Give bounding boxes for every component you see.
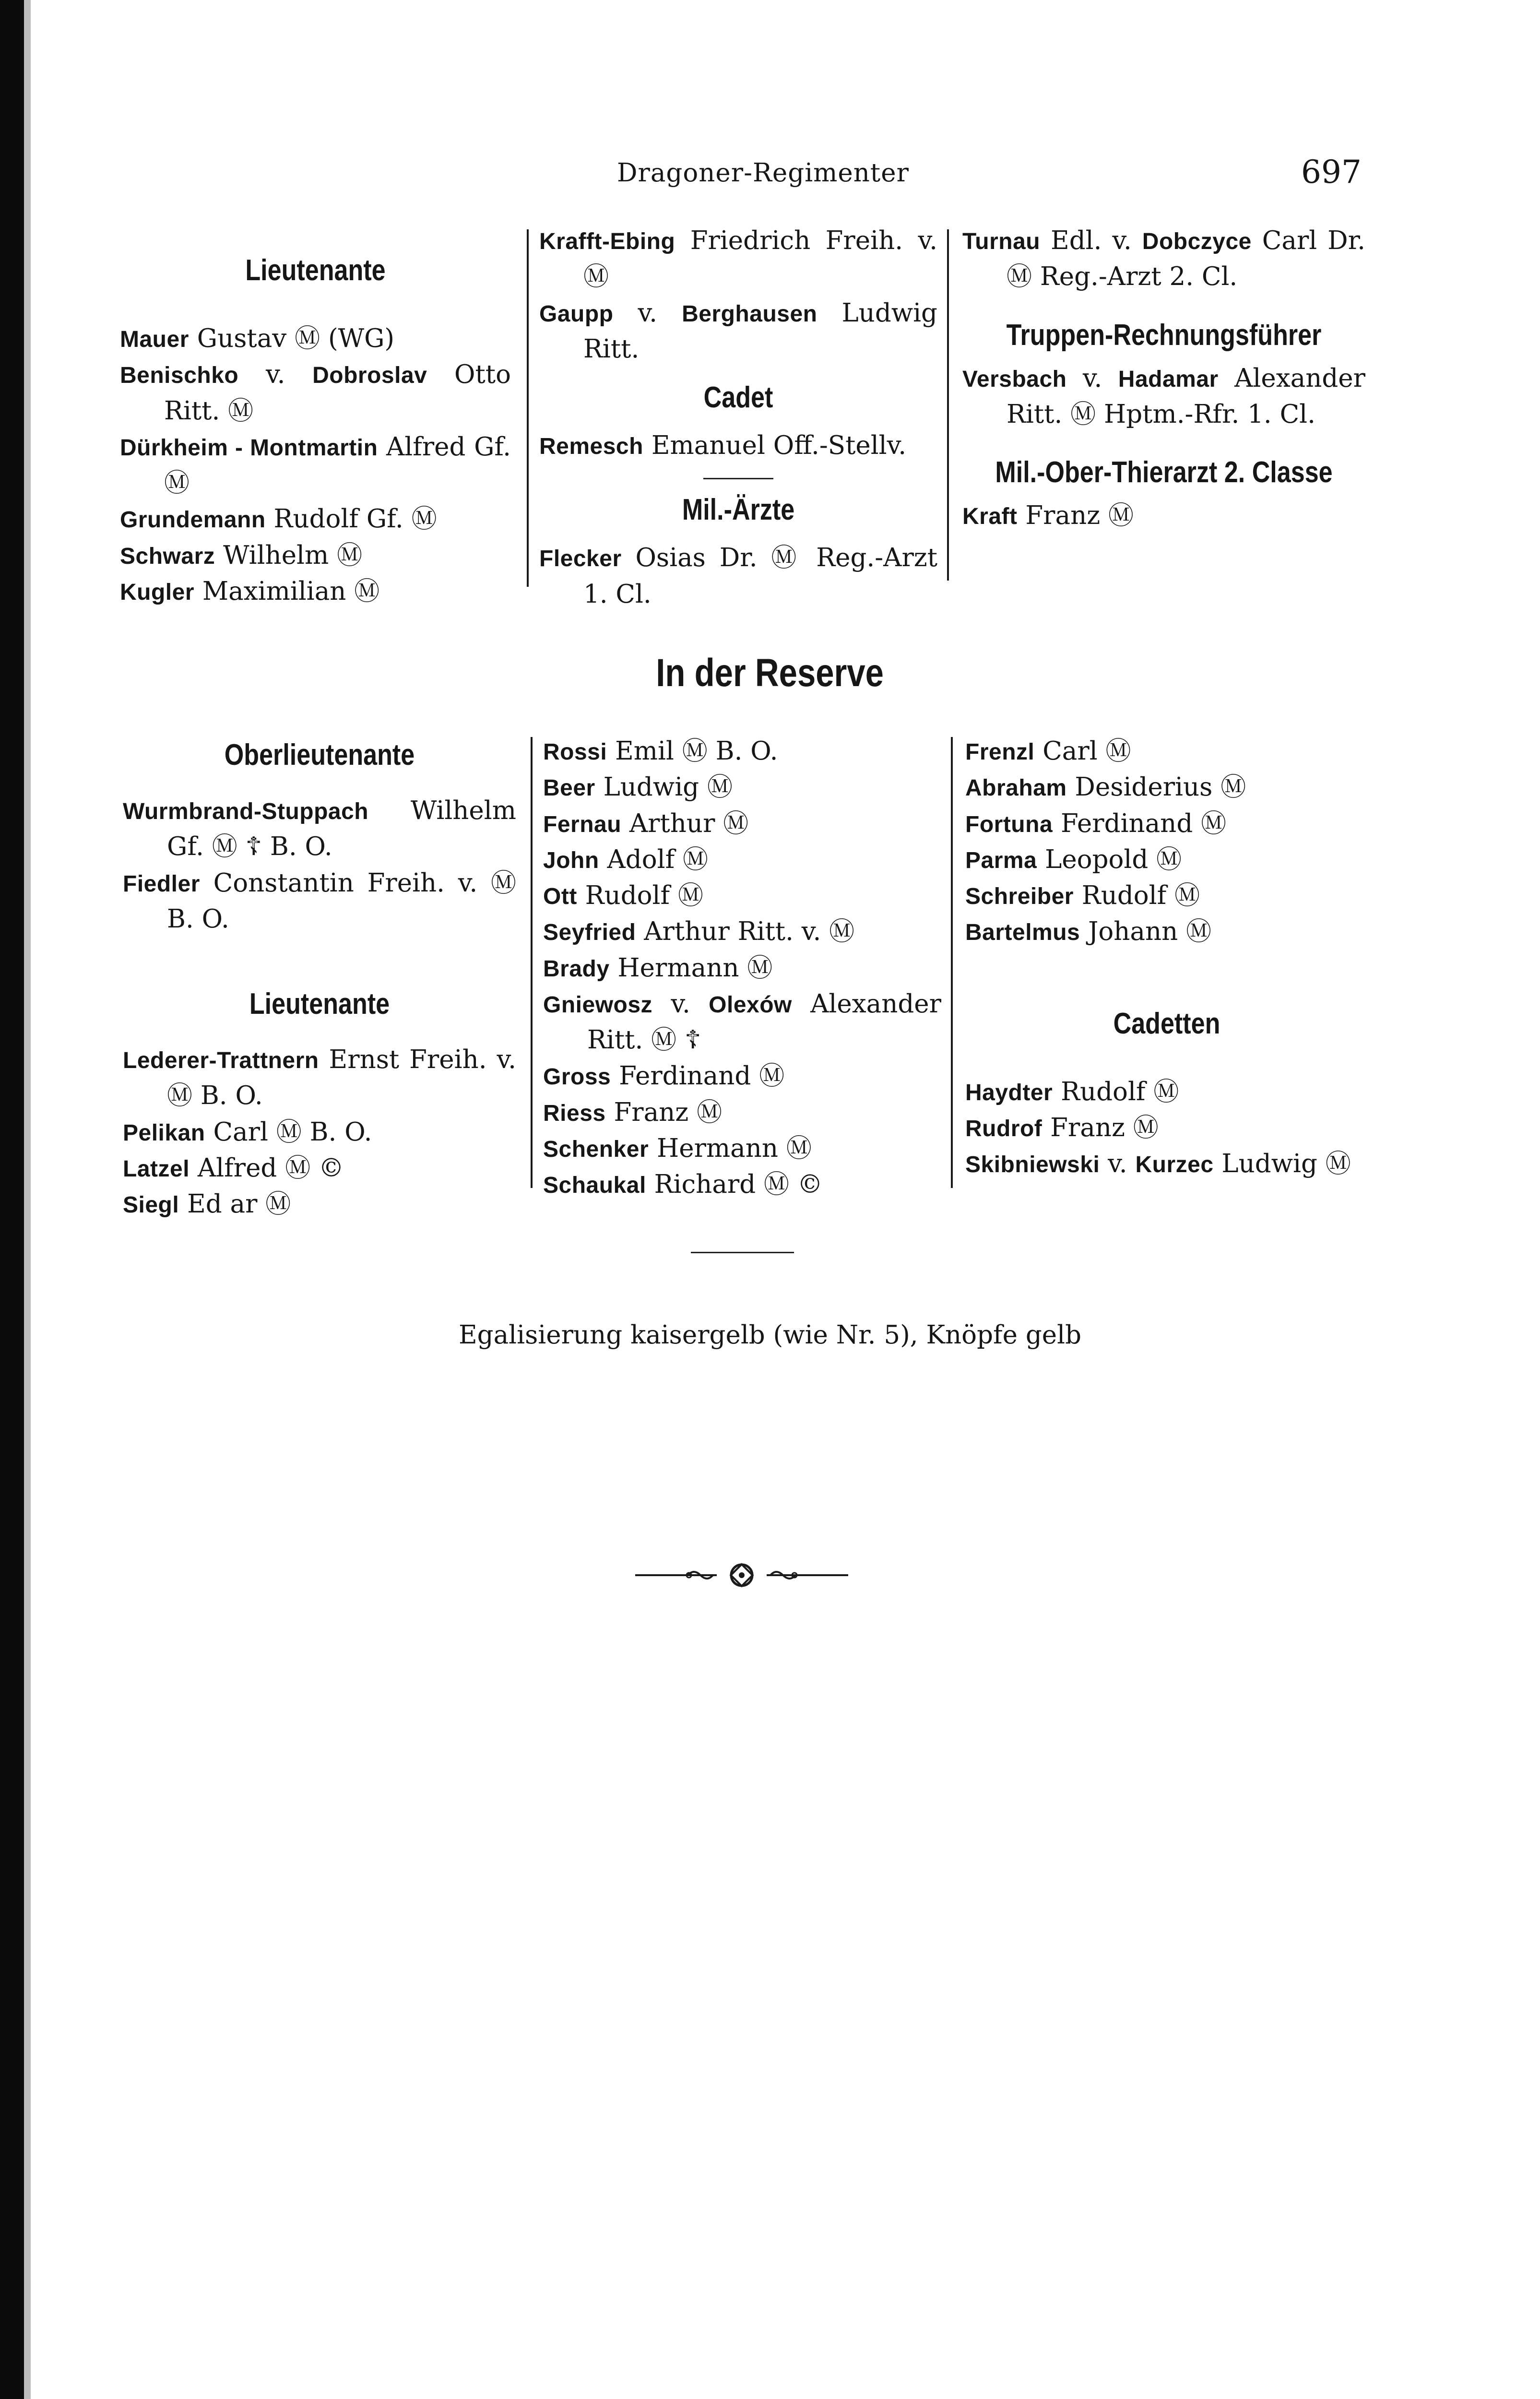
surname-part: Dobczyce — [1142, 229, 1252, 254]
scan-left-shadow — [24, 0, 31, 2399]
given-names: v. — [638, 298, 682, 328]
list-item — [120, 429, 511, 501]
surname: Skibniewski — [965, 1152, 1100, 1178]
given-names: Arthur Ⓜ — [629, 808, 749, 838]
list-item — [543, 1166, 941, 1202]
given-names: Alfred Ⓜ © — [197, 1153, 344, 1183]
surname: Wurmbrand-Stuppach — [123, 799, 369, 825]
list-item — [543, 950, 941, 986]
list-item — [539, 295, 937, 368]
surname: Remesch — [539, 434, 643, 460]
surname: Fortuna — [965, 811, 1053, 837]
list-item — [123, 865, 516, 938]
surname: Gaupp — [539, 301, 614, 327]
given-names: Rudolf Ⓜ — [585, 881, 703, 910]
surname: Rudrof — [965, 1116, 1042, 1141]
given-names: Alfred Gf. Ⓜ — [164, 432, 511, 498]
column-divider — [951, 737, 953, 1188]
page-number: 697 — [1301, 154, 1362, 190]
surname: Mauer — [120, 327, 189, 353]
list-item — [539, 428, 937, 463]
surname: Bartelmus — [965, 920, 1080, 946]
given-names: Carl Ⓜ B. O. — [213, 1117, 372, 1147]
surname: Lederer-Trattnern — [123, 1048, 319, 1074]
surname: Latzel — [123, 1156, 190, 1182]
reserve-column-3 — [965, 733, 1368, 1182]
section-heading: Lieutenante — [249, 987, 390, 1021]
given-names-cont: Otto Ritt. Ⓜ — [164, 360, 511, 426]
given-names: Franz Ⓜ — [614, 1097, 723, 1127]
given-names: Johann Ⓜ — [1088, 917, 1212, 947]
given-names: Leopold Ⓜ — [1045, 844, 1182, 874]
given-names: Rudolf Gf. Ⓜ — [273, 504, 437, 534]
ornament-divider — [635, 1561, 848, 1590]
list-item — [962, 498, 1365, 534]
list-item — [962, 360, 1365, 433]
list-item — [120, 573, 511, 609]
surname-part: Kurzec — [1135, 1152, 1214, 1178]
surname: Riess — [543, 1100, 606, 1126]
section-heading: Oberlieutenante — [224, 738, 415, 772]
given-names: v. — [671, 989, 709, 1019]
column-divider — [531, 737, 533, 1188]
list-item — [965, 842, 1368, 878]
list-item — [965, 769, 1368, 805]
list-item — [123, 1186, 516, 1222]
given-names: Franz Ⓜ — [1050, 1113, 1159, 1142]
active-column-3 — [962, 223, 1365, 534]
list-item — [123, 1114, 516, 1150]
surname: Grundemann — [120, 507, 266, 533]
given-names: Hermann Ⓜ — [656, 1133, 812, 1163]
list-item — [965, 914, 1368, 950]
surname-part: Hadamar — [1118, 366, 1219, 392]
given-names: Ludwig Ⓜ — [603, 772, 733, 802]
list-item — [120, 356, 511, 429]
given-names: Hermann Ⓜ — [617, 953, 773, 983]
given-names: Adolf Ⓜ — [607, 844, 709, 874]
list-item — [965, 1074, 1368, 1110]
given-names: Ernst Freih. v. Ⓜ B. O. — [167, 1045, 516, 1111]
surname: Frenzl — [965, 739, 1035, 765]
surname: Parma — [965, 847, 1037, 873]
surname: Dürkheim - Montmartin — [120, 435, 378, 461]
surname: Gniewosz — [543, 992, 653, 1018]
given-names: Ferdinand Ⓜ — [619, 1061, 785, 1091]
section-heading: Lieutenante — [245, 254, 386, 287]
given-names: Rudolf Ⓜ — [1061, 1077, 1179, 1106]
given-names: Edl. v. — [1051, 226, 1142, 255]
given-names-cont: Alexander Ritt. Ⓜ Hptm.-Rfr. 1. Cl. — [1007, 363, 1365, 429]
column-divider — [527, 229, 529, 587]
section-heading: Mil.-Ärzte — [682, 493, 795, 527]
given-names: Gustav Ⓜ (WG) — [197, 324, 395, 354]
given-names: Franz Ⓜ — [1025, 501, 1134, 531]
reserve-title: In der Reserve — [656, 651, 884, 695]
surname: Rossi — [543, 739, 607, 765]
list-item — [123, 1042, 516, 1114]
given-names: Friedrich Freih. v. Ⓜ — [583, 226, 937, 292]
surname: Gross — [543, 1064, 611, 1090]
surname: Seyfried — [543, 920, 636, 946]
list-item — [543, 769, 941, 805]
given-names: Rudolf Ⓜ — [1081, 881, 1200, 910]
list-item — [962, 223, 1365, 295]
surname: Kraft — [962, 504, 1018, 530]
short-rule — [703, 478, 773, 479]
given-names-cont: Alexander Ritt. Ⓜ ☦ — [587, 989, 941, 1055]
active-column-1 — [120, 249, 511, 609]
given-names: v. — [1082, 363, 1118, 393]
footer-note: Egalisierung kaisergelb (wie Nr. 5), Knöpfe gelb — [458, 1320, 1082, 1350]
list-item — [543, 1130, 941, 1166]
list-item — [543, 1058, 941, 1094]
surname: Schaukal — [543, 1173, 646, 1198]
surname: Ott — [543, 884, 577, 909]
given-names-cont: Ludwig Ⓜ — [1213, 1149, 1351, 1179]
surname: Benischko — [120, 363, 239, 389]
column-divider — [947, 229, 949, 581]
surname: Haydter — [965, 1080, 1053, 1105]
given-names: Desiderius Ⓜ — [1075, 772, 1246, 802]
surname: Schwarz — [120, 543, 215, 569]
surname: Flecker — [539, 546, 622, 572]
section-heading: Mil.-Ober-Thierarzt 2. Classe — [995, 456, 1333, 489]
running-header-title: Dragoner-Regimenter — [617, 158, 909, 188]
given-names: v. — [1108, 1149, 1136, 1179]
given-names: Carl Ⓜ — [1042, 736, 1131, 766]
given-names-cont: Carl Dr. Ⓜ Reg.-Arzt 2. Cl. — [1007, 226, 1366, 292]
given-names: Arthur Ritt. v. Ⓜ — [644, 917, 855, 947]
list-item — [543, 914, 941, 950]
list-item — [965, 806, 1368, 842]
given-names: Emanuel Off.-Stellv. — [651, 431, 907, 461]
given-names: Wilhelm Ⓜ — [223, 540, 363, 570]
list-item — [965, 733, 1368, 769]
list-item — [965, 878, 1368, 914]
surname: Brady — [543, 956, 610, 982]
section-heading: Cadetten — [1113, 1007, 1220, 1040]
surname: Fiedler — [123, 871, 200, 897]
surname: Abraham — [965, 775, 1067, 801]
surname: Beer — [543, 775, 595, 801]
surname: Siegl — [123, 1192, 179, 1218]
list-item — [120, 321, 511, 356]
active-column-2 — [539, 223, 937, 612]
surname: Turnau — [962, 229, 1041, 254]
list-item — [543, 806, 941, 842]
surname: Pelikan — [123, 1120, 205, 1146]
given-names: Richard Ⓜ © — [654, 1170, 823, 1199]
list-item — [543, 878, 941, 914]
given-names: Constantin Freih. v. Ⓜ B. O. — [167, 868, 516, 934]
list-item — [120, 501, 511, 537]
given-names: Maximilian Ⓜ — [202, 576, 380, 606]
section-heading: Truppen-Rechnungsführer — [1006, 318, 1322, 352]
surname: Schenker — [543, 1136, 649, 1162]
list-item — [123, 793, 516, 865]
list-item — [543, 1094, 941, 1130]
list-item — [120, 537, 511, 573]
given-names: Ed ar Ⓜ — [187, 1189, 291, 1219]
section-heading: Cadet — [703, 381, 773, 414]
surname-part: Dobroslav — [312, 363, 427, 389]
given-names-cont: Ludwig Ritt. — [583, 298, 937, 364]
list-item — [123, 1150, 516, 1186]
list-item — [539, 223, 937, 295]
given-names: Osias Dr. Ⓜ Reg.-Arzt 1. Cl. — [583, 543, 937, 609]
surname: John — [543, 847, 599, 873]
surname-part: Olexów — [709, 992, 792, 1018]
surname: Versbach — [962, 366, 1067, 392]
scan-left-edge — [0, 0, 24, 2399]
list-item — [543, 733, 941, 769]
list-item — [543, 842, 941, 878]
surname: Fernau — [543, 811, 622, 837]
given-names: Emil Ⓜ B. O. — [615, 736, 778, 766]
reserve-column-2 — [543, 733, 941, 1202]
list-item — [965, 1110, 1368, 1146]
reserve-column-1 — [123, 734, 516, 1222]
list-item — [539, 540, 937, 612]
given-names: v. — [265, 360, 313, 390]
given-names: Wilhelm Gf. Ⓜ ☦ B. O. — [167, 796, 516, 862]
surname: Kugler — [120, 579, 195, 605]
surname: Krafft-Ebing — [539, 229, 675, 254]
given-names: Ferdinand Ⓜ — [1061, 808, 1227, 838]
list-item — [543, 986, 941, 1058]
surname: Schreiber — [965, 884, 1074, 909]
section-rule — [691, 1252, 794, 1253]
surname-part: Berghausen — [682, 301, 817, 327]
list-item — [965, 1146, 1368, 1182]
